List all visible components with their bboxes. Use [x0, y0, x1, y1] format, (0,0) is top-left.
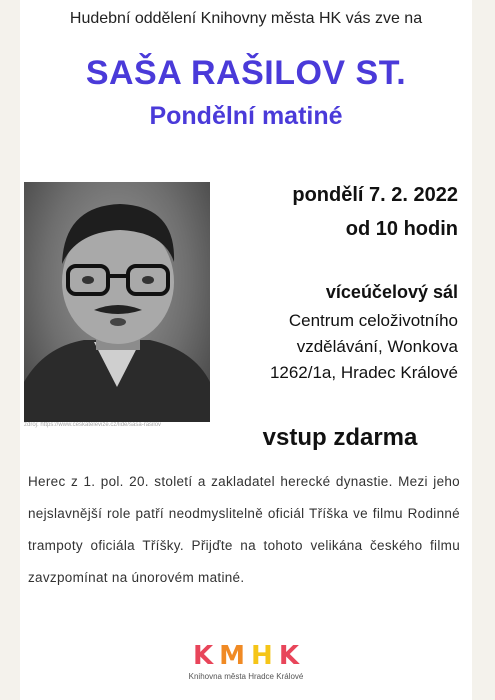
portrait-illustration — [24, 182, 210, 422]
logo-letter: H — [251, 641, 273, 671]
intro-text: Hudební oddělení Knihovny města HK vás zve na — [69, 10, 423, 27]
event-title: SAŠA RAŠILOV ST. — [85, 54, 407, 92]
event-time: od 10 hodin — [345, 218, 458, 240]
address-line: Centrum celoživotního — [288, 311, 458, 330]
logo-letter: K — [193, 641, 214, 671]
event-subtitle: Pondělní matiné — [149, 102, 343, 130]
logo-letter: K — [278, 641, 299, 671]
photo-credit: zdroj: https://www.ceskatelevize.cz/lide/sasa-rasilov — [24, 422, 162, 428]
logo-caption: Knihovna města Hradce Králové — [188, 672, 304, 681]
event-hall: víceúčelový sál — [325, 282, 458, 302]
poster — [20, 0, 472, 700]
library-logo — [20, 642, 472, 681]
address-line: vzdělávání, Wonkova — [296, 337, 458, 356]
logo-letter: M — [219, 641, 246, 671]
event-description: Herec z 1. pol. 20. století a zakladatel herecké dynastie. Mezi jeho nejslavnější role patří neodmyslitelně oficiál Tříška ve filmu Rodinné trampoty oficiála Tříšky. Přijďte na tohoto velikána českého filmu zavzpomínat na únorovém matiné. — [28, 474, 460, 585]
event-address — [270, 308, 458, 386]
portrait-photo — [24, 182, 210, 422]
address-line: 1262/1a, Hradec Králové — [269, 363, 458, 382]
event-date: pondělí 7. 2. 2022 — [292, 184, 458, 206]
logo-letters — [20, 642, 472, 670]
free-entry: vstup zdarma — [262, 424, 418, 451]
